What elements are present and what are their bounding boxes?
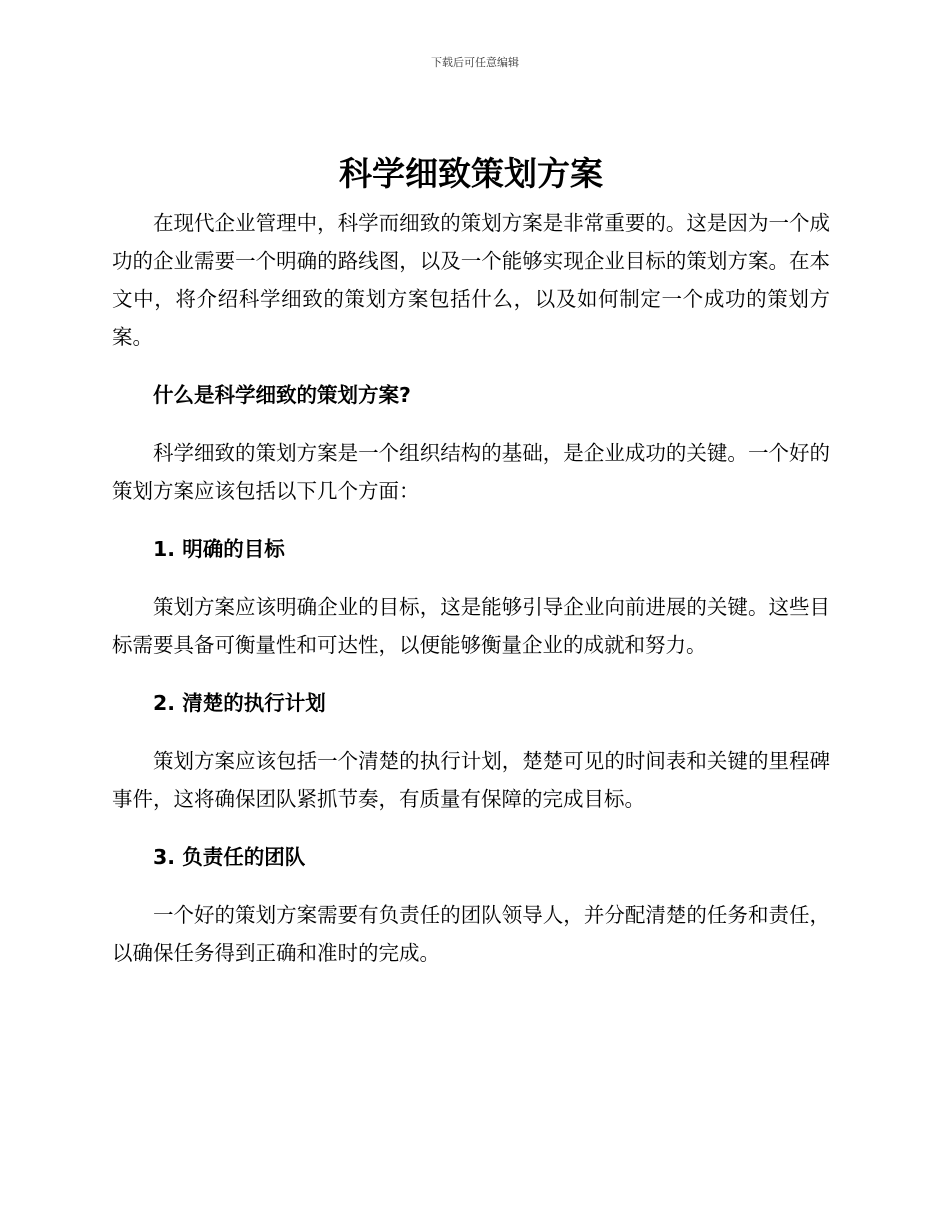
point-text-goals: 策划方案应该明确企业的目标，这是能够引导企业向前进展的关键。这些目标需要具备可衡量性和可达性，以便能够衡量企业的成就和努力。 — [112, 595, 830, 657]
section-intro-paragraph: 科学细致的策划方案是一个组织结构的基础，是企业成功的关键。一个好的策划方案应该包括以下几个方面： — [112, 441, 830, 503]
point-heading-team: 3. 负责任的团队 — [153, 845, 306, 869]
document-title: 科学细致策划方案 — [339, 154, 603, 193]
point-heading-plan: 2. 清楚的执行计划 — [153, 691, 326, 715]
point-text-team: 一个好的策划方案需要有负责任的团队领导人，并分配清楚的任务和责任，以确保任务得到正确和准时的完成。 — [112, 903, 830, 965]
section-heading: 什么是科学细致的策划方案? — [153, 383, 411, 407]
intro-paragraph: 在现代企业管理中，科学而细致的策划方案是非常重要的。这是因为一个成功的企业需要一个明确的路线图，以及一个能够实现企业目标的策划方案。在本文中，将介绍科学细致的策划方案包括什么，以及如何制定一个成功的策划方案。 — [112, 211, 830, 349]
document-body — [112, 150, 830, 972]
point-heading-goals: 1. 明确的目标 — [153, 537, 285, 561]
point-text-plan: 策划方案应该包括一个清楚的执行计划，楚楚可见的时间表和关键的里程碑事件，这将确保团队紧抓节奏，有质量有保障的完成目标。 — [112, 749, 830, 811]
page-header-note: 下载后可任意编辑 — [431, 56, 519, 69]
